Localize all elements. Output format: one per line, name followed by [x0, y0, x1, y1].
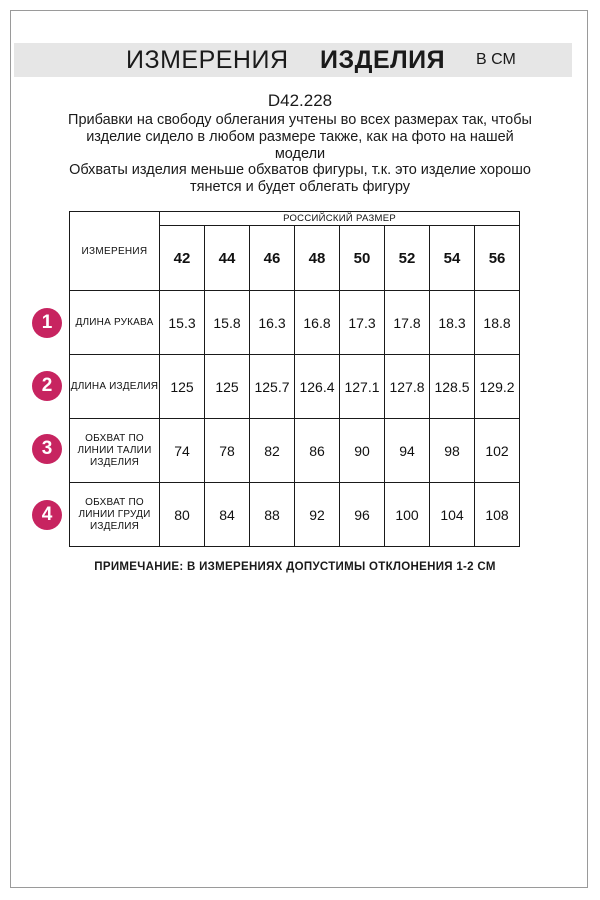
table-cell: 108 — [475, 483, 520, 547]
table-cell: 84 — [205, 483, 250, 547]
table-cell: 18.8 — [475, 291, 520, 355]
size-header: 42 — [160, 226, 205, 291]
tolerance-note: ПРИМЕЧАНИЕ: В ИЗМЕРЕНИЯХ ДОПУСТИМЫ ОТКЛОНЕНИЯ 1-2 СМ — [94, 561, 496, 573]
size-header: 56 — [475, 226, 520, 291]
row-label-sleeve-length: ДЛИНА РУКАВА — [70, 291, 160, 355]
table-cell: 16.8 — [295, 291, 340, 355]
fit-note-paragraph: Прибавки на свободу облегания учтены во всех размерах так, чтобы изделие сидело в любом размере также, как на фото на нашей модели — [68, 112, 532, 162]
table-cell: 125 — [160, 355, 205, 419]
row-label-chest-girth: ОБХВАТ ПО ЛИНИИ ГРУДИ ИЗДЕЛИЯ — [70, 483, 160, 547]
table-cell: 125 — [205, 355, 250, 419]
size-header: 48 — [295, 226, 340, 291]
table-row — [70, 355, 520, 419]
size-header: 50 — [340, 226, 385, 291]
row-label-waist-girth: ОБХВАТ ПО ЛИНИИ ТАЛИИ ИЗДЕЛИЯ — [70, 419, 160, 483]
table-cell: 80 — [160, 483, 205, 547]
table-cell: 82 — [250, 419, 295, 483]
table-cell: 102 — [475, 419, 520, 483]
table-cell: 90 — [340, 419, 385, 483]
table-cell: 15.3 — [160, 291, 205, 355]
row-number-badge: 1 — [32, 308, 62, 338]
table-cell: 127.8 — [385, 355, 430, 419]
table-row — [70, 483, 520, 547]
table-cell: 100 — [385, 483, 430, 547]
size-header: 44 — [205, 226, 250, 291]
table-cell: 17.3 — [340, 291, 385, 355]
table-cell: 96 — [340, 483, 385, 547]
table-cell: 98 — [430, 419, 475, 483]
table-cell: 74 — [160, 419, 205, 483]
size-header: 54 — [430, 226, 475, 291]
title-measurements: ИЗМЕРЕНИЯ — [126, 46, 289, 74]
row-label-product-length: ДЛИНА ИЗДЕЛИЯ — [70, 355, 160, 419]
table-cell: 18.3 — [430, 291, 475, 355]
table-cell: 15.8 — [205, 291, 250, 355]
table-cell: 86 — [295, 419, 340, 483]
title-unit: В СМ — [476, 51, 516, 68]
table-cell: 127.1 — [340, 355, 385, 419]
table-cell: 128.5 — [430, 355, 475, 419]
article-number: D42.228 — [267, 91, 333, 110]
russian-size-header: РОССИЙСКИЙ РАЗМЕР — [160, 212, 520, 226]
table-row — [70, 419, 520, 483]
table-cell: 126.4 — [295, 355, 340, 419]
table-cell: 88 — [250, 483, 295, 547]
table-cell: 78 — [205, 419, 250, 483]
table-cell: 125.7 — [250, 355, 295, 419]
size-table — [69, 211, 520, 547]
size-header: 46 — [250, 226, 295, 291]
table-cell: 17.8 — [385, 291, 430, 355]
table-cell: 94 — [385, 419, 430, 483]
row-number-badge: 4 — [32, 500, 62, 530]
title-product: ИЗДЕЛИЯ — [320, 46, 446, 74]
table-cell: 16.3 — [250, 291, 295, 355]
table-cell: 129.2 — [475, 355, 520, 419]
table-cell: 92 — [295, 483, 340, 547]
measurements-header: ИЗМЕРЕНИЯ — [70, 212, 160, 291]
row-number-badge: 3 — [32, 434, 62, 464]
row-number-badge: 2 — [32, 371, 62, 401]
table-header-row — [70, 212, 520, 226]
size-header: 52 — [385, 226, 430, 291]
stretch-note-paragraph: Обхваты изделия меньше обхватов фигуры, т.к. это изделие хорошо тянется и будет облегать фигуру — [69, 162, 531, 195]
table-row — [70, 291, 520, 355]
table-cell: 104 — [430, 483, 475, 547]
